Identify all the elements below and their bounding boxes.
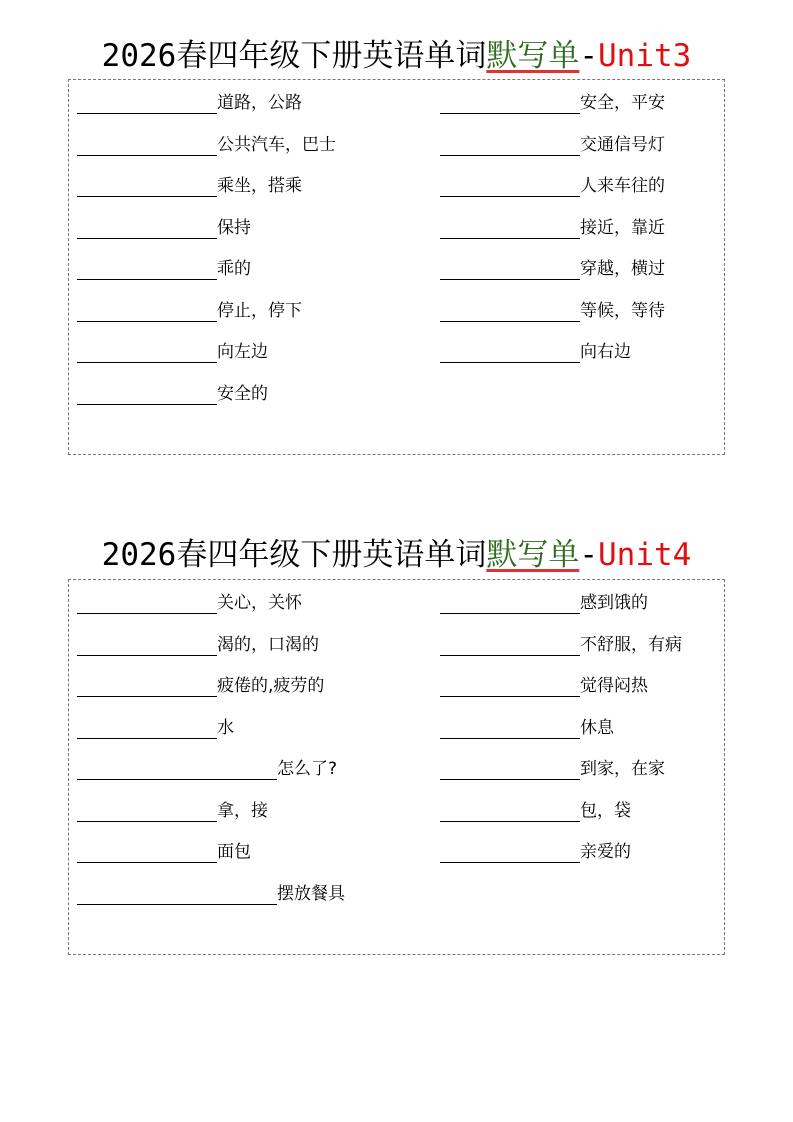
answer-blank[interactable] — [77, 720, 217, 739]
answer-blank[interactable] — [77, 637, 217, 656]
vocab-item — [77, 800, 268, 822]
vocab-item — [77, 758, 337, 780]
word-box-unit3 — [68, 79, 725, 455]
vocab-item — [440, 675, 648, 697]
title-highlight: 默写单 — [486, 537, 580, 573]
vocab-item — [440, 800, 631, 822]
vocab-meaning: 包，袋 — [580, 800, 631, 821]
vocab-item — [440, 341, 631, 363]
vocab-item — [77, 258, 251, 280]
vocab-item — [77, 341, 268, 363]
answer-blank[interactable] — [440, 803, 580, 822]
vocab-item — [77, 634, 319, 656]
vocab-meaning: 不舒服，有病 — [580, 634, 682, 655]
vocab-item — [77, 217, 251, 239]
vocab-meaning: 人来车往的 — [580, 176, 665, 196]
vocab-item — [440, 258, 665, 280]
answer-blank[interactable] — [77, 803, 217, 822]
answer-blank[interactable] — [77, 595, 217, 614]
vocab-item — [440, 634, 682, 656]
answer-blank[interactable] — [77, 261, 217, 280]
vocab-meaning: 停止，停下 — [217, 300, 302, 321]
worksheet-title-unit4 — [0, 535, 793, 575]
vocab-meaning: 向右边 — [580, 342, 631, 362]
vocab-meaning: 渴的，口渴的 — [217, 634, 319, 655]
answer-blank[interactable] — [77, 844, 217, 863]
vocab-meaning: 公共汽车，巴士 — [217, 134, 336, 155]
vocab-item — [77, 841, 251, 863]
vocab-item — [77, 175, 302, 197]
answer-blank[interactable] — [77, 303, 217, 322]
vocab-meaning: 亲爱的 — [580, 842, 631, 862]
answer-blank[interactable] — [77, 95, 217, 114]
vocab-meaning: 安全的 — [217, 383, 268, 404]
answer-blank[interactable] — [77, 761, 277, 780]
answer-blank[interactable] — [77, 386, 217, 405]
answer-blank[interactable] — [440, 678, 580, 697]
vocab-item — [440, 758, 665, 780]
title-prefix: 2026春四年级下册英语单词 — [101, 537, 487, 573]
answer-blank[interactable] — [77, 137, 217, 156]
vocab-item — [77, 883, 345, 905]
vocab-meaning: 安全，平安 — [580, 93, 665, 113]
vocab-item — [77, 383, 268, 405]
vocab-item — [77, 717, 234, 739]
answer-blank[interactable] — [440, 178, 580, 197]
answer-blank[interactable] — [440, 303, 580, 322]
vocab-item — [77, 92, 302, 114]
answer-blank[interactable] — [77, 678, 217, 697]
vocab-item — [440, 300, 665, 322]
vocab-item — [440, 175, 665, 197]
vocab-meaning: 乘坐，搭乘 — [217, 176, 302, 196]
vocab-meaning: 面包 — [217, 842, 251, 862]
vocab-meaning: 怎么了? — [277, 759, 338, 779]
answer-blank[interactable] — [440, 137, 580, 156]
vocab-meaning: 拿，接 — [217, 800, 268, 821]
vocab-item — [440, 841, 631, 863]
answer-blank[interactable] — [77, 344, 217, 363]
title-unit: Unit3 — [598, 38, 692, 74]
worksheet-title-unit3 — [0, 36, 793, 76]
vocab-meaning: 保持 — [217, 217, 251, 238]
vocab-item — [440, 134, 665, 156]
answer-blank[interactable] — [77, 886, 277, 905]
vocab-meaning: 交通信号灯 — [580, 134, 665, 155]
vocab-meaning: 休息 — [580, 717, 614, 738]
vocab-meaning: 疲倦的,疲劳的 — [217, 676, 325, 696]
vocab-item — [77, 300, 302, 322]
vocab-meaning: 摆放餐具 — [277, 883, 345, 904]
answer-blank[interactable] — [440, 220, 580, 239]
answer-blank[interactable] — [77, 178, 217, 197]
vocab-meaning: 关心，关怀 — [217, 593, 302, 613]
answer-blank[interactable] — [440, 761, 580, 780]
title-unit: Unit4 — [598, 537, 692, 573]
vocab-meaning: 道路，公路 — [217, 93, 302, 113]
vocab-item — [440, 592, 648, 614]
vocab-meaning: 乖的 — [217, 259, 251, 279]
answer-blank[interactable] — [440, 344, 580, 363]
vocab-item — [440, 717, 614, 739]
vocab-meaning: 接近，靠近 — [580, 217, 665, 238]
vocab-item — [440, 217, 665, 239]
vocab-item — [77, 675, 324, 697]
vocab-meaning: 感到饿的 — [580, 593, 648, 613]
vocab-item — [440, 92, 665, 114]
vocab-meaning: 水 — [217, 717, 234, 738]
vocab-meaning: 觉得闷热 — [580, 676, 648, 696]
vocab-item — [77, 592, 302, 614]
vocab-meaning: 到家，在家 — [580, 759, 665, 779]
vocab-item — [77, 134, 336, 156]
title-prefix: 2026春四年级下册英语单词 — [101, 38, 487, 74]
vocab-meaning: 向左边 — [217, 342, 268, 362]
answer-blank[interactable] — [440, 720, 580, 739]
answer-blank[interactable] — [440, 95, 580, 114]
answer-blank[interactable] — [77, 220, 217, 239]
answer-blank[interactable] — [440, 595, 580, 614]
title-highlight: 默写单 — [486, 38, 580, 74]
title-dash: - — [579, 38, 598, 74]
vocab-meaning: 穿越，横过 — [580, 259, 665, 279]
title-dash: - — [579, 537, 598, 573]
vocab-meaning: 等候，等待 — [580, 300, 665, 321]
answer-blank[interactable] — [440, 844, 580, 863]
answer-blank[interactable] — [440, 637, 580, 656]
answer-blank[interactable] — [440, 261, 580, 280]
word-box-unit4 — [68, 579, 725, 955]
